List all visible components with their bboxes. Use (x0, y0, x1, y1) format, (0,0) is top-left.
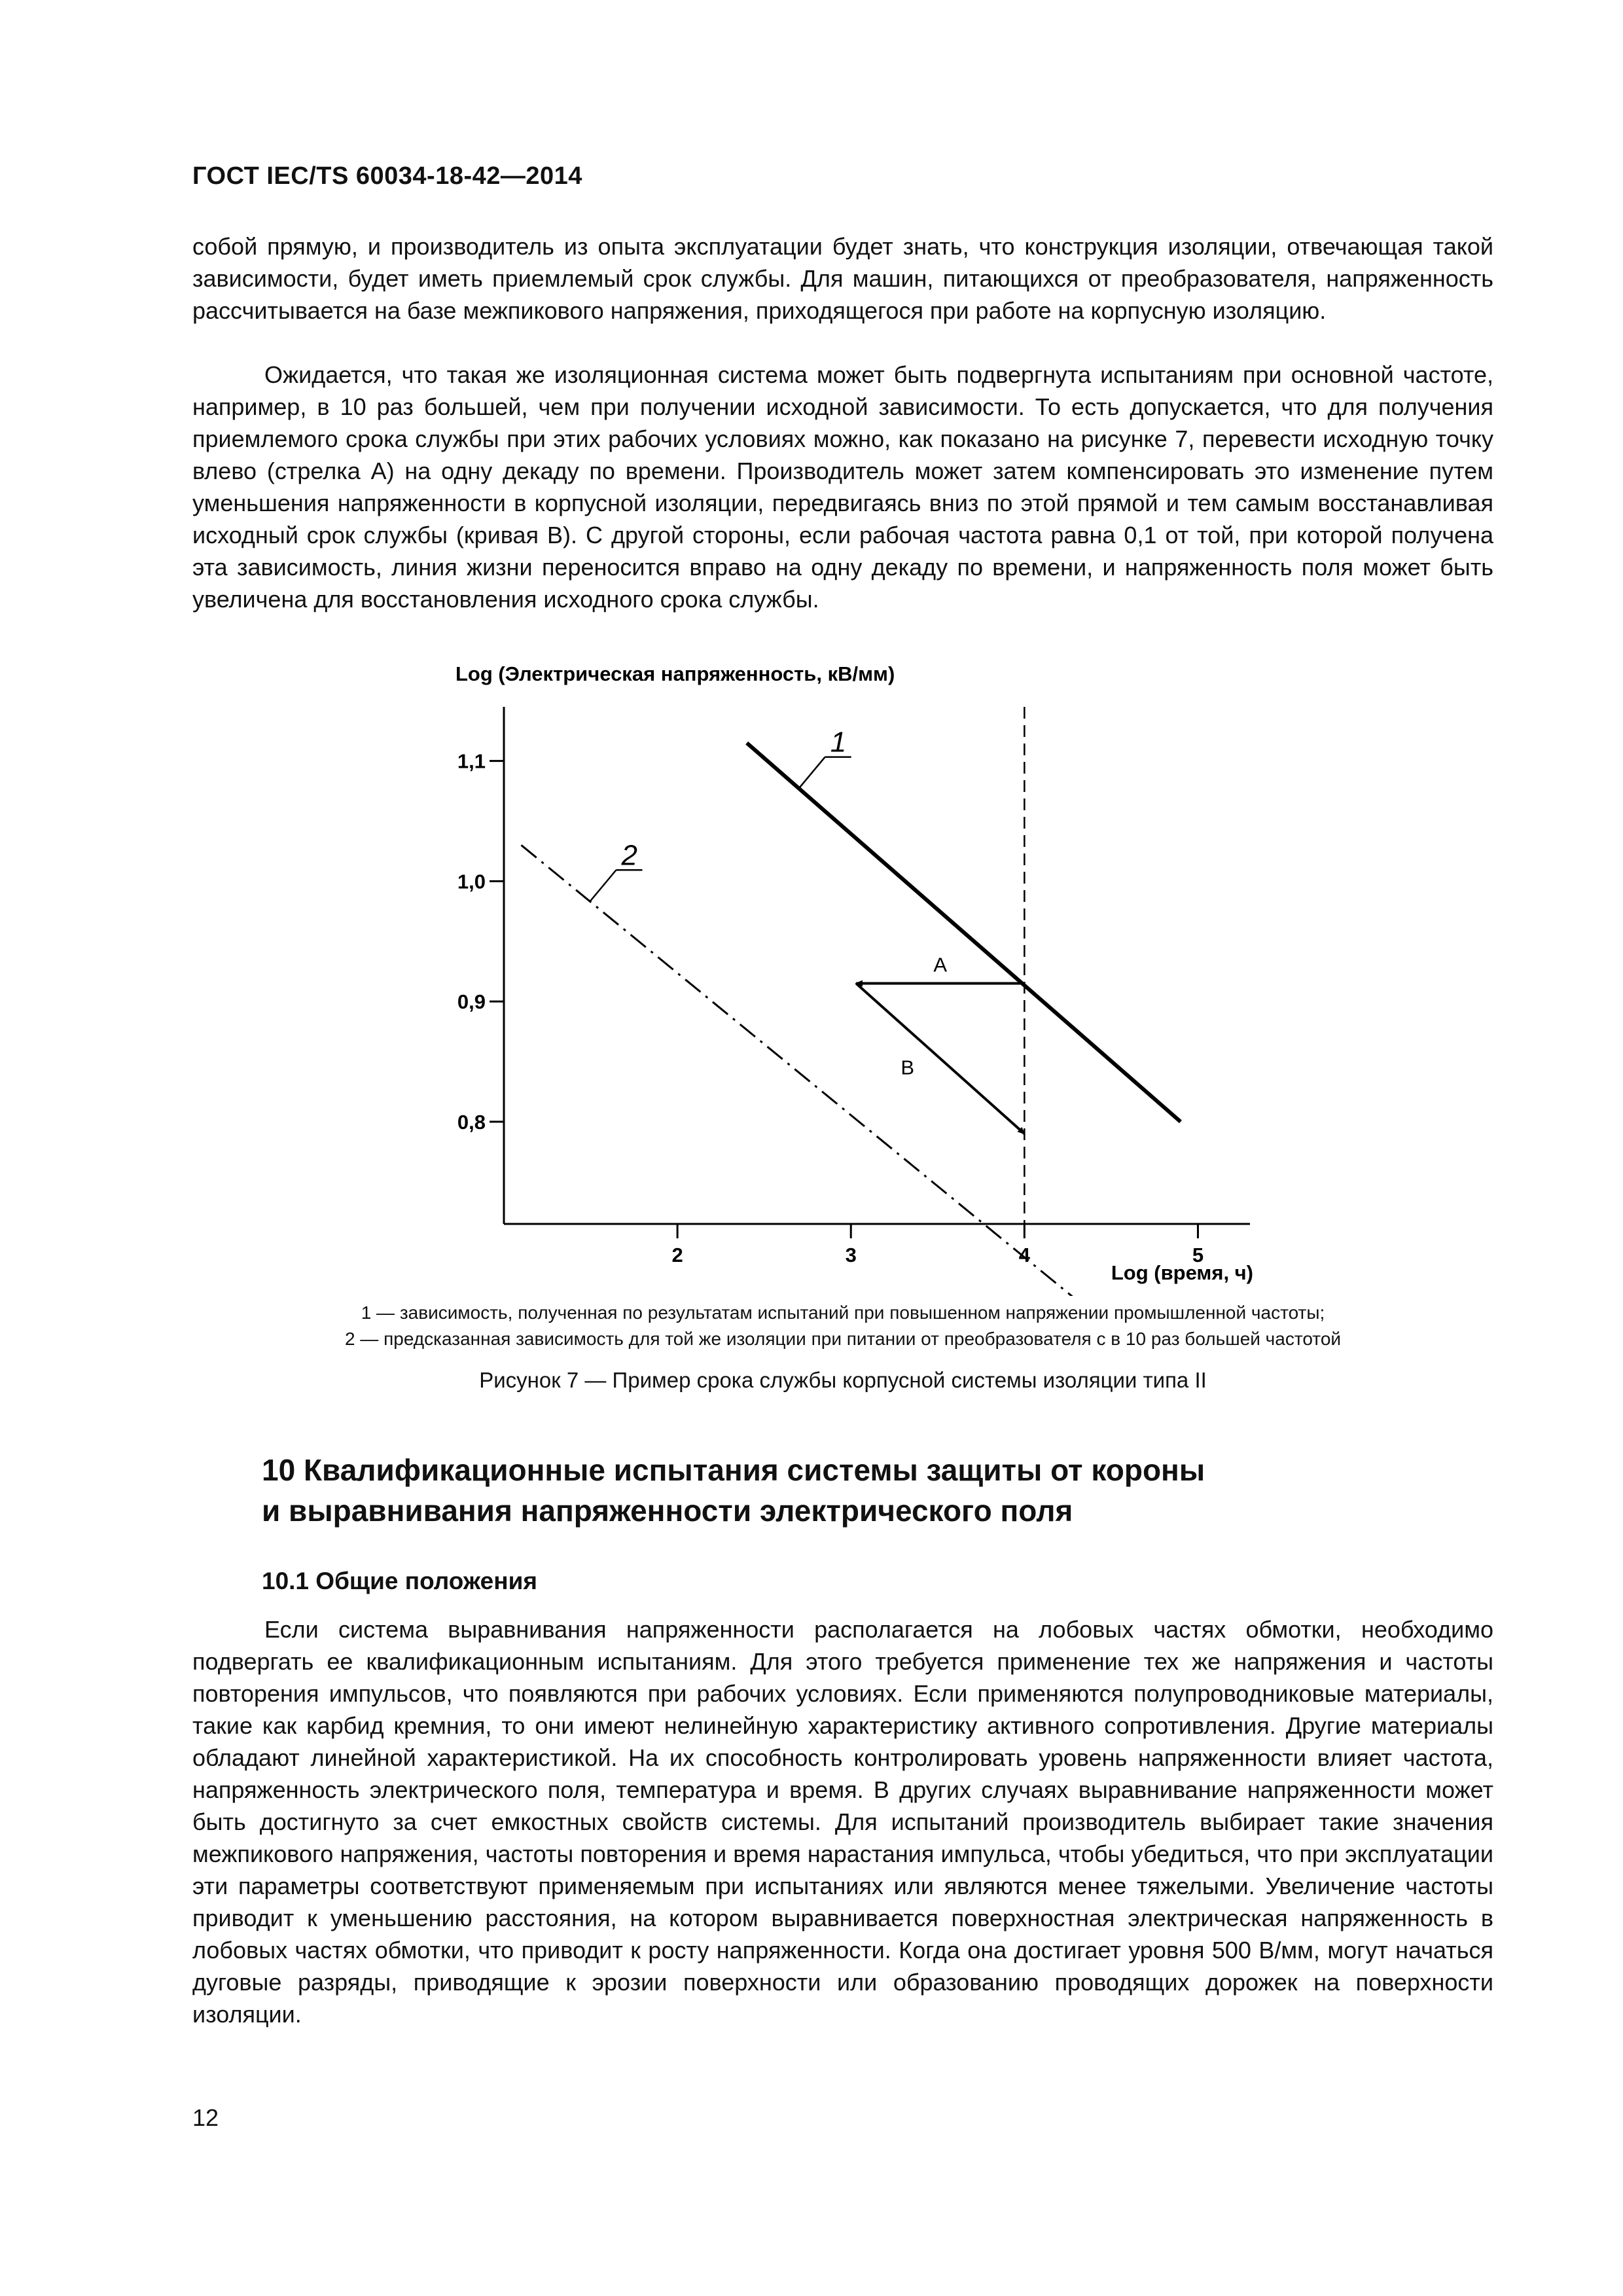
figure-caption: Рисунок 7 — Пример срока службы корпусной системы изоляции типа II (479, 1368, 1207, 1392)
paragraph-2: Ожидается, что такая же изоляционная система может быть подвергнута испытаниям при основной частоте, например, в 10 раз большей, чем при получении исходной зависимости. То есть допускается, что для получения приемлемого срока службы при этих рабочих условиях можно, как показано на рисунке 7, перевести исходную точку влево (стрелка А) на одну декаду по времени. Производитель может затем компенсировать это изменение путем уменьшения напряженности в корпусной изоляции, передвигаясь вниз по этой прямой и тем самым восстанавливая исходный срок службы (кривая В). С другой стороны, если рабочая частота равна 0,1 от той, при которой получена эта зависимость, линия жизни переносится вправо на одну декаду по времени, и напряженность поля может быть увеличена для восстановления исходного срока службы. (192, 361, 1493, 613)
x-axis-label: Log (время, ч) (1111, 1261, 1253, 1284)
legend-entry-1: 1 — зависимость, полученная по результатам испытаний при повышенном напряжении промышленной частоты; (361, 1302, 1325, 1323)
axes (504, 707, 1250, 1224)
life-chart (419, 655, 1283, 1296)
legend-entry-2: 2 — предсказанная зависимость для той же изоляции при питании от преобразователя с в 10 раз большей частотой (344, 1329, 1342, 1349)
arrow-B (856, 984, 1024, 1134)
ticks (457, 750, 1204, 1266)
series-label-1: 1 (830, 726, 847, 759)
y-axis-label: Log (Электрическая напряженность, кВ/мм) (455, 662, 895, 685)
arrow-label-A: A (933, 953, 948, 977)
paragraph-1: собой прямую, и производитель из опыта эксплуатации будет знать, что конструкция изоляции, отвечающая такой зависимости, будет иметь приемлемый срок службы. Для машин, питающихся от преобразователя, напряженность рассчитывается на базе межпикового напряжения, приходящегося при работе на корпусную изоляцию. (192, 233, 1493, 324)
arrow-label-B: B (901, 1056, 915, 1079)
y-tick-label: 1,0 (457, 870, 486, 893)
y-tick-label: 0,8 (457, 1110, 486, 1134)
x-tick-label: 3 (845, 1244, 857, 1266)
series-leader-2 (590, 870, 616, 901)
x-tick-label: 2 (671, 1244, 683, 1266)
series-label-2: 2 (621, 839, 637, 872)
paragraph-3: Если система выравнивания напряженности располагается на лобовых частях обмотки, необходимо подвергать ее квалификационным испытаниям. Для этого требуется применение тех же напряжения и частоты повторения импульсов, что появляются при рабочих условиях. Если применяются полупроводниковые материалы, такие как карбид кремния, то они имеют нелинейную характеристику активного сопротивления. Другие материалы обладают линейной характеристикой. На их способность контролировать уровень напряженности влияет частота, напряженность электрического поля, температура и время. В других случаях выравнивание напряженности может быть достигнуто за счет емкостных свойств системы. Для испытаний производитель выбирает такие значения межпикового напряжения, частоты повторения и время нарастания импульса, чтобы убедиться, что при эксплуатации эти параметры соответствуют применяемым при испытаниях или являются менее тяжелыми. Увеличение частоты приводит к уменьшению расстояния, на котором выравнивается поверхностная электрическая напряженность в лобовых частях обмотки, что приводит к росту напряженности. Когда она достигает уровня 500 В/мм, могут начаться дуговые разряды, приводящие к эрозии поверхности или образованию проводящих дорожек на поверхности изоляции. (192, 1616, 1493, 2028)
series-group (522, 726, 1181, 1296)
document-header: ГОСТ IEC/TS 60034-18-42—2014 (192, 162, 582, 190)
x-tick-label: 5 (1192, 1244, 1204, 1266)
series-line-2 (522, 845, 1094, 1296)
x-tick-label: 4 (1018, 1244, 1030, 1266)
subsection-title: 10.1 Общие положения (262, 1568, 537, 1594)
series-leader-1 (799, 757, 825, 789)
series-line-1 (747, 743, 1181, 1122)
section-title (262, 1450, 1492, 1531)
y-tick-label: 1,1 (457, 749, 486, 773)
page-number: 12 (192, 2104, 219, 2131)
section-title-line-2: и выравнивания напряженности электрического поля (262, 1494, 1073, 1528)
figure-7 (419, 655, 1283, 1296)
y-tick-label: 0,9 (457, 990, 486, 1014)
section-title-line-1: 10 Квалификационные испытания системы защиты от короны (262, 1453, 1205, 1487)
annotations (856, 954, 1024, 1134)
